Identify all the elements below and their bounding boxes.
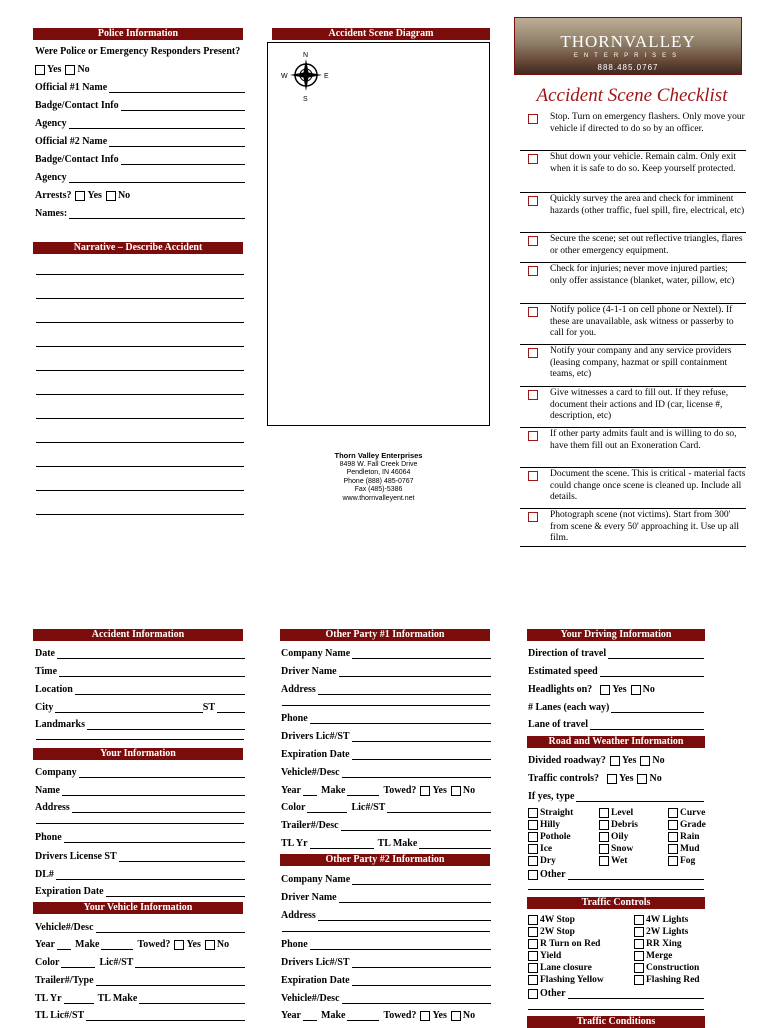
checklist-item (520, 428, 746, 468)
checklist-item (520, 468, 746, 509)
op1-vehicle-field[interactable]: Vehicle#/Desc (281, 765, 491, 778)
company-logo (514, 17, 742, 75)
option-checkbox[interactable] (599, 856, 609, 866)
option-checkbox[interactable] (599, 844, 609, 854)
checklist-item (520, 345, 746, 387)
narrative-line[interactable] (36, 490, 244, 491)
op1-address-extra-line[interactable] (282, 705, 490, 706)
logo-sub: ENTERPRISES (573, 53, 683, 59)
diagram-header: Accident Scene Diagram (272, 28, 490, 40)
option-item[interactable] (599, 819, 638, 831)
narrative-line[interactable] (36, 370, 244, 371)
option-item[interactable] (528, 926, 575, 938)
option-label: Straight (540, 808, 574, 818)
op2-lic-field[interactable]: Drivers Lic#/ST (281, 955, 491, 968)
arrests-options: Arrests? Yes No (35, 190, 131, 201)
option-label: Hilly (540, 820, 561, 830)
op1-towed-yes-checkbox[interactable] (420, 786, 430, 796)
narrative-line[interactable] (36, 322, 244, 323)
controls-yes-checkbox[interactable] (607, 774, 617, 784)
your-towed-no-checkbox[interactable] (205, 940, 215, 950)
checklist-item (520, 387, 746, 428)
checklist-checkbox[interactable] (528, 512, 538, 522)
option-label: Merge (646, 951, 673, 961)
checklist-item (520, 151, 746, 193)
checklist-item (520, 193, 746, 233)
your-address-extra-line[interactable] (36, 823, 244, 824)
controls-options: Traffic controls? Yes No (528, 773, 662, 784)
checklist-checkbox[interactable] (528, 348, 538, 358)
option-label: 4W Lights (646, 915, 689, 925)
option-checkbox[interactable] (599, 820, 609, 830)
yes-label: Yes (47, 64, 62, 75)
your-tl-yr-make-field[interactable]: TL Yr TL Make (35, 991, 245, 1004)
lanes-field[interactable]: # Lanes (each way) (528, 700, 704, 713)
op1-trailer-field[interactable]: Trailer#/Desc (281, 818, 491, 831)
arrests-yes-checkbox[interactable] (75, 191, 85, 201)
other-party2-header: Other Party #2 Information (280, 854, 490, 866)
op2-address-field[interactable]: Address (281, 908, 491, 921)
option-label: 2W Lights (646, 927, 689, 937)
svg-text:E: E (324, 73, 329, 80)
op2-year-make-towed-field[interactable]: Year Make Towed? Yes No (281, 1010, 476, 1021)
company-city: Pendleton, IN 46064 (346, 469, 411, 476)
checklist-item (520, 304, 746, 345)
option-label: Mud (680, 844, 700, 854)
checklist-item (520, 111, 746, 151)
divided-yes-checkbox[interactable] (610, 756, 620, 766)
option-item[interactable] (528, 843, 552, 855)
option-label: RR Xing (646, 939, 682, 949)
traffic-conditions-header: Traffic Conditions (527, 1016, 705, 1028)
checklist-checkbox[interactable] (528, 471, 538, 481)
your-towed-yes-checkbox[interactable] (174, 940, 184, 950)
op1-phone-field[interactable]: Phone (281, 711, 491, 724)
option-checkbox[interactable] (528, 951, 538, 961)
option-checkbox[interactable] (528, 832, 538, 842)
your-name-field[interactable]: Name (35, 783, 245, 796)
checklist-checkbox[interactable] (528, 307, 538, 317)
option-checkbox[interactable] (528, 915, 538, 925)
op1-expiration-field[interactable]: Expiration Date (281, 747, 491, 760)
option-checkbox[interactable] (528, 856, 538, 866)
option-label: Rain (680, 832, 700, 842)
op1-address-field[interactable]: Address (281, 682, 491, 695)
option-item[interactable] (668, 819, 706, 831)
company-phone: Phone (888) 485-0767 (343, 477, 414, 485)
option-label: Pothole (540, 832, 571, 842)
driving-info-header: Your Driving Information (527, 629, 705, 641)
op1-tl-yr-make-field[interactable]: TL Yr TL Make (281, 836, 491, 849)
option-checkbox[interactable] (634, 975, 644, 985)
company-fax: Fax (485)-5386 (354, 486, 403, 493)
checklist-item-text: If other party admits fault and is willing to do so, have them fill out an Exoneration Card. (550, 429, 737, 451)
option-item[interactable] (528, 831, 571, 843)
option-item[interactable] (528, 807, 573, 819)
option-checkbox[interactable] (528, 820, 538, 830)
controls-no-checkbox[interactable] (637, 774, 647, 784)
checklist-item-text: Notify police (4-1-1 on cell phone or Nextel). If these are unavailable, ask witness or passerby to call for you. (550, 305, 734, 338)
narrative-line[interactable] (36, 466, 244, 467)
accident-info-header: Accident Information (33, 629, 243, 641)
checklist-checkbox[interactable] (528, 431, 538, 441)
narrative-line[interactable] (36, 514, 244, 515)
option-label: R Turn on Red (540, 939, 601, 949)
op1-driver-field[interactable]: Driver Name (281, 664, 491, 677)
company-web[interactable]: www.thornvalleyent.net (342, 494, 415, 502)
option-checkbox[interactable] (668, 844, 678, 854)
svg-text:W: W (281, 73, 288, 80)
option-item[interactable] (668, 831, 700, 843)
checklist-checkbox[interactable] (528, 390, 538, 400)
narrative-line[interactable] (36, 394, 244, 395)
narrative-line[interactable] (36, 418, 244, 419)
checklist-item-text: Check for injuries; never move injured parties; only offer assistance (blanket, water, pillow, etc) (550, 264, 735, 286)
your-vehicle-desc-field[interactable]: Vehicle#/Desc (35, 920, 245, 933)
option-item[interactable] (668, 855, 695, 867)
your-address-field[interactable]: Address (35, 800, 245, 813)
badge2-field[interactable]: Badge/Contact Info (35, 152, 245, 165)
narrative-header: Narrative – Describe Accident (33, 242, 243, 254)
no-label: No (77, 64, 90, 75)
option-label: Level (611, 808, 634, 818)
police-present-options (35, 62, 155, 75)
option-checkbox[interactable] (668, 856, 678, 866)
landmarks-extra-line[interactable] (36, 739, 244, 740)
your-tl-lic-field[interactable]: TL Lic#/ST (35, 1008, 245, 1021)
option-label: Grade (680, 820, 706, 830)
checklist-item-text: Secure the scene; set out reflective triangles, flares or other emergency equipment. (550, 234, 743, 256)
landmarks-field[interactable]: Landmarks (35, 717, 245, 730)
checklist-checkbox[interactable] (528, 114, 538, 124)
arrests-no-checkbox[interactable] (106, 191, 116, 201)
op1-color-lic-field[interactable]: Color Lic#/ST (281, 800, 491, 813)
divided-options: Divided roadway? Yes No (528, 755, 665, 766)
option-label: 4W Stop (540, 915, 575, 925)
drivers-license-field[interactable]: Drivers License ST (35, 849, 245, 862)
option-label: Debris (611, 820, 638, 830)
checklist-item-text: Stop. Turn on emergency flashers. Only move your vehicle if directed to do so by an officer. (550, 112, 745, 134)
checklist-item-text: Photograph scene (not victims). Start from 300' from scene & every 50' approaching it. Use up all film. (550, 510, 740, 543)
option-checkbox[interactable] (599, 832, 609, 842)
op2-vehicle-field[interactable]: Vehicle#/Desc (281, 991, 491, 1004)
option-checkbox[interactable] (634, 927, 644, 937)
op2-expiration-field[interactable]: Expiration Date (281, 973, 491, 986)
option-item[interactable] (528, 974, 604, 986)
narrative-line[interactable] (36, 274, 244, 275)
if-yes-type-field[interactable]: If yes, type (528, 789, 704, 802)
option-label: 2W Stop (540, 927, 575, 937)
option-label: Snow (611, 844, 634, 854)
option-item[interactable] (599, 843, 633, 855)
option-checkbox[interactable] (634, 951, 644, 961)
option-checkbox[interactable] (528, 975, 538, 985)
option-checkbox[interactable] (634, 939, 644, 949)
op2-towed-no-checkbox[interactable] (451, 1011, 461, 1021)
your-vehicle-header: Your Vehicle Information (33, 902, 243, 914)
option-label: Flashing Yellow (540, 975, 604, 985)
option-checkbox[interactable] (668, 808, 678, 818)
official2-name-field[interactable]: Official #2 Name (35, 134, 245, 147)
option-checkbox[interactable] (528, 939, 538, 949)
other-party1-header: Other Party #1 Information (280, 629, 490, 641)
option-checkbox[interactable] (668, 832, 678, 842)
badge1-field[interactable]: Badge/Contact Info (35, 98, 245, 111)
op1-year-make-towed-field[interactable]: Year Make Towed? Yes No (281, 785, 476, 796)
option-label: Ice (540, 844, 553, 854)
option-item[interactable] (599, 855, 627, 867)
lane-field[interactable]: Lane of travel (528, 717, 704, 730)
option-item[interactable] (599, 807, 633, 819)
city-st-field[interactable]: City ST (35, 700, 245, 713)
option-item[interactable] (634, 974, 700, 986)
dl-number-field[interactable]: DL# (35, 867, 245, 880)
checklist-item-text: Document the scene. This is critical - material facts could change once scene is cleaned up. Include all details. (550, 469, 746, 502)
checklist-item (520, 233, 746, 263)
headlights-yes-checkbox[interactable] (600, 685, 610, 695)
option-item[interactable] (528, 950, 561, 962)
your-phone-field[interactable]: Phone (35, 830, 245, 843)
logo-brand: THORNVALLEY (560, 32, 696, 51)
option-item[interactable] (528, 938, 600, 950)
checklist-item-text: Give witnesses a card to fill out. If they refuse, document their actions and ID (car, license #, description, etc) (550, 388, 729, 421)
option-checkbox[interactable] (528, 963, 538, 973)
checklist-checkbox[interactable] (528, 196, 538, 206)
option-checkbox[interactable] (668, 820, 678, 830)
option-item[interactable] (634, 950, 672, 962)
company-street: 8498 W. Fall Creek Drive (339, 460, 418, 468)
your-info-header: Your Information (33, 748, 243, 760)
checklist-checkbox[interactable] (528, 154, 538, 164)
company-name: Thorn Valley Enterprises (334, 451, 423, 460)
svg-text:S: S (303, 96, 308, 103)
road-other-extra-line[interactable] (528, 889, 704, 890)
traffic-other-extra-line[interactable] (528, 1009, 704, 1010)
option-label: Flashing Red (646, 975, 700, 985)
option-checkbox[interactable] (599, 808, 609, 818)
diagram-area[interactable] (267, 42, 490, 426)
agency1-field[interactable]: Agency (35, 116, 245, 129)
headlights-no-checkbox[interactable] (631, 685, 641, 695)
arrest-names-field[interactable]: Names: (35, 206, 245, 219)
option-item[interactable] (599, 831, 628, 843)
option-label: Dry (540, 856, 556, 866)
checklist-title: Accident Scene Checklist (536, 85, 728, 106)
op1-towed-no-checkbox[interactable] (451, 786, 461, 796)
speed-field[interactable]: Estimated speed (528, 664, 704, 677)
option-label: Yield (540, 951, 562, 961)
op1-company-field[interactable]: Company Name (281, 646, 491, 659)
police-present-question: Were Police or Emergency Responders Present? (35, 46, 241, 57)
option-item[interactable] (528, 819, 560, 831)
option-label: Fog (680, 856, 696, 866)
company-address-block (267, 452, 490, 503)
option-checkbox[interactable] (528, 927, 538, 937)
option-checkbox[interactable] (528, 808, 538, 818)
narrative-line[interactable] (36, 298, 244, 299)
road-weather-header: Road and Weather Information (527, 736, 705, 748)
official1-name-field[interactable]: Official #1 Name (35, 80, 245, 93)
option-item[interactable] (668, 807, 705, 819)
your-expiration-field[interactable]: Expiration Date (35, 884, 245, 897)
narrative-line[interactable] (36, 442, 244, 443)
option-item[interactable] (634, 938, 682, 950)
your-year-make-towed-field[interactable]: Year Make Towed? Yes No (35, 939, 230, 950)
time-field[interactable]: Time (35, 664, 245, 677)
option-item[interactable] (528, 855, 556, 867)
logo-phone: 888.485.0767 (597, 63, 659, 72)
checklist-item-text: Notify your company and any service providers (leasing company, hazmat or spill containment teams, etc) (550, 346, 732, 379)
op2-address-extra-line[interactable] (282, 931, 490, 932)
op2-phone-field[interactable]: Phone (281, 937, 491, 950)
option-label: Wet (611, 856, 628, 866)
checklist-checkbox[interactable] (528, 266, 538, 276)
narrative-line[interactable] (36, 346, 244, 347)
option-checkbox[interactable] (528, 844, 538, 854)
agency2-field[interactable]: Agency (35, 170, 245, 183)
police-no-checkbox[interactable] (65, 65, 75, 75)
compass-icon (276, 49, 336, 105)
police-info-header: Police Information (33, 28, 243, 40)
headlights-options: Headlights on? Yes No (528, 684, 655, 695)
option-item[interactable] (634, 926, 688, 938)
checklist-checkbox[interactable] (528, 236, 538, 246)
divided-no-checkbox[interactable] (640, 756, 650, 766)
op2-towed-yes-checkbox[interactable] (420, 1011, 430, 1021)
option-label: Curve (680, 808, 706, 818)
op1-lic-field[interactable]: Drivers Lic#/ST (281, 729, 491, 742)
op2-company-field[interactable]: Company Name (281, 872, 491, 885)
option-label: Construction (646, 963, 700, 973)
road-other-field[interactable]: Other (528, 867, 704, 880)
your-color-lic-field[interactable]: Color Lic#/ST (35, 955, 245, 968)
direction-field[interactable]: Direction of travel (528, 646, 704, 659)
option-item[interactable] (528, 914, 575, 926)
checklist-item-text: Shut down your vehicle. Remain calm. Only exit when it is safe to do so. Keep yourself protected. (550, 152, 737, 174)
svg-text:N: N (303, 52, 309, 59)
option-checkbox[interactable] (634, 963, 644, 973)
your-company-field[interactable]: Company (35, 765, 245, 778)
traffic-controls-header: Traffic Controls (527, 897, 705, 909)
option-checkbox[interactable] (634, 915, 644, 925)
checklist-item (520, 263, 746, 304)
your-trailer-field[interactable]: Trailer#/Type (35, 973, 245, 986)
location-field[interactable]: Location (35, 682, 245, 695)
option-label: Oily (611, 832, 629, 842)
option-item[interactable] (634, 914, 688, 926)
op2-driver-field[interactable]: Driver Name (281, 890, 491, 903)
option-item[interactable] (528, 962, 592, 974)
checklist-item (520, 509, 746, 547)
police-yes-checkbox[interactable] (35, 65, 45, 75)
option-label: Lane closure (540, 963, 592, 973)
date-field[interactable]: Date (35, 646, 245, 659)
option-item[interactable] (668, 843, 700, 855)
traffic-other-field[interactable]: Other (528, 986, 704, 999)
checklist-item-text: Quickly survey the area and check for imminent hazards (other traffic, fuel spill, fire, electrical, etc) (550, 194, 745, 216)
option-item[interactable] (634, 962, 699, 974)
